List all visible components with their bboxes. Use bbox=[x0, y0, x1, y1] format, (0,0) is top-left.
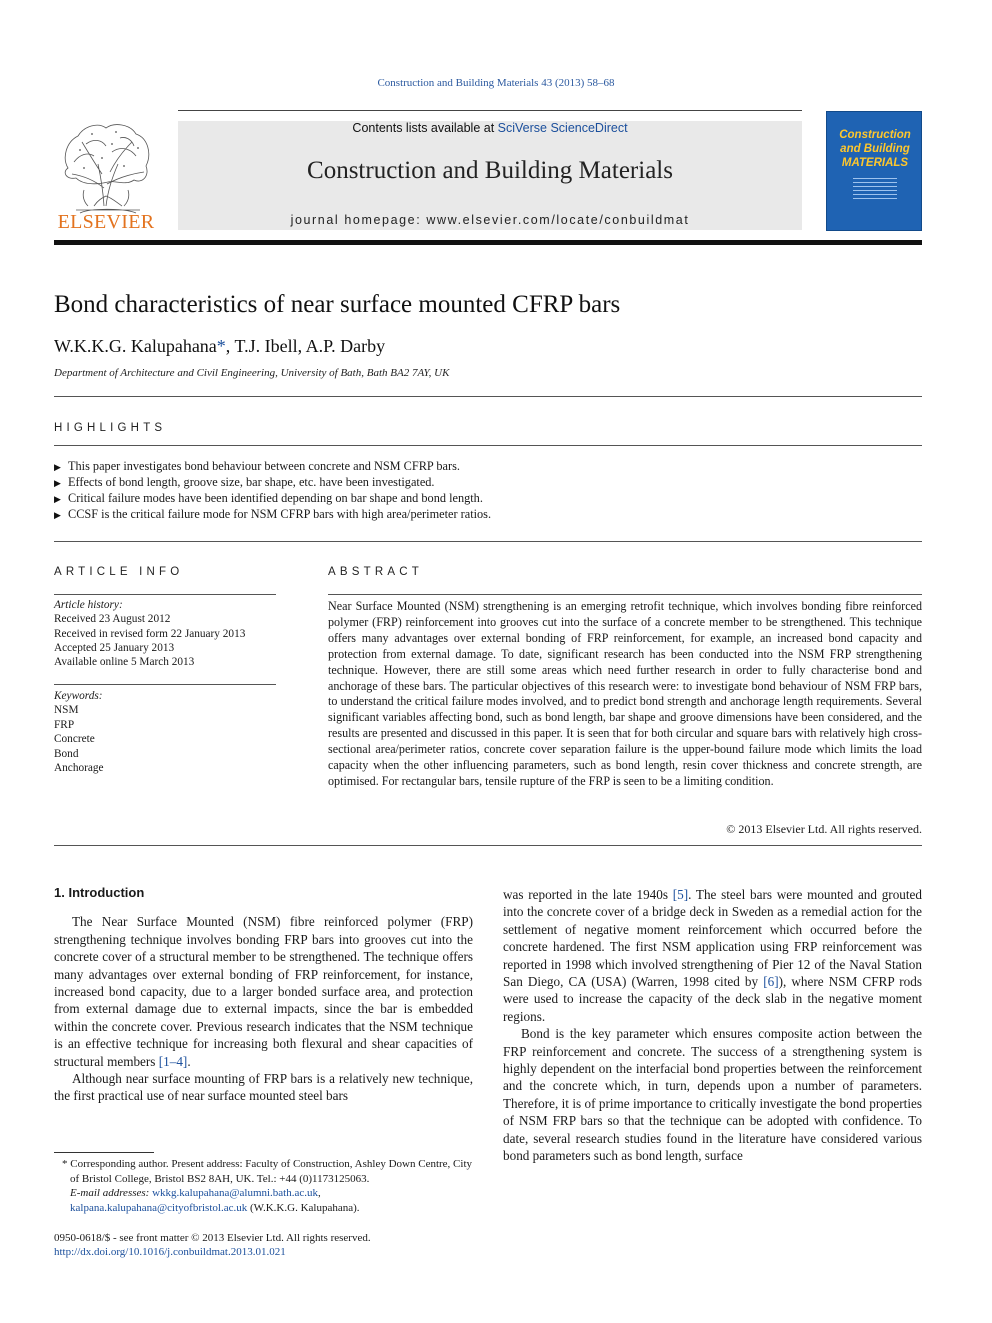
history-entry: Received in revised form 22 January 2013 bbox=[54, 627, 246, 640]
keyword: NSM bbox=[54, 704, 79, 717]
abstract-heading: ABSTRACT bbox=[328, 566, 423, 578]
divider bbox=[54, 845, 922, 846]
body-paragraph bbox=[54, 913, 473, 1070]
divider bbox=[54, 594, 276, 595]
section-heading: 1. Introduction bbox=[54, 885, 145, 900]
highlight-item bbox=[54, 474, 491, 490]
body-paragraph bbox=[54, 1070, 473, 1105]
corresponding-author-link[interactable]: * bbox=[216, 336, 226, 356]
journal-cover-image[interactable] bbox=[826, 111, 922, 231]
email-separator: , bbox=[318, 1187, 321, 1200]
bullet-triangle-icon: ▶ bbox=[54, 494, 61, 504]
contents-prefix: Contents lists available at bbox=[352, 121, 495, 135]
bullet-triangle-icon: ▶ bbox=[54, 478, 61, 488]
article-title: Bond characteristics of near surface mounted CFRP bars bbox=[54, 291, 621, 318]
corresponding-author-note: * Corresponding author. Present address: Faculty of Construction, Ashley Down Centre, City of Bristol College, Bristol BS2 8AH, UK. Tel.: +44 (0)1173125063. bbox=[62, 1158, 473, 1185]
highlight-text: CCSF is the critical failure mode for NSM CFRP bars with high area/perimeter ratios. bbox=[68, 507, 492, 521]
divider bbox=[54, 684, 276, 685]
paragraph-text: The Near Surface Mounted (NSM) fibre reinforced polymer (FRP) strengthening technique involves bonding FRP bars into grooves cut into the concrete cover of a structural member to be strengthened. The technique offers many advantages over external bonding of FRP reinforcement, for instance, increased bond capacity, due to a larger bonded surface area, and protection from external damage due to external impacts, since the bar is embedded within the concrete cover. Previous research indicates that the NSM technique is an effective technique for increasing both flexural and shear capacities of structural members bbox=[54, 914, 473, 1069]
paragraph-text: . The steel bars were mounted and grouted into the concrete cover of a bridge deck in Sweden as a remedial action for the settlement of negative moment reinforcement which occurred before the concrete hardened. The first NSM application using FRP reinforcement was reported in 1998 which involved strengthening of Pier 12 of the Naval Station San Diego, CA (USA) (Warren, 1998 cited by bbox=[503, 887, 922, 990]
divider bbox=[54, 541, 922, 542]
cover-title bbox=[831, 128, 919, 170]
keyword: Bond bbox=[54, 747, 79, 760]
cover-title-line: Construction bbox=[839, 129, 911, 141]
citation-link[interactable]: [5] bbox=[672, 887, 689, 902]
divider bbox=[328, 594, 922, 595]
paragraph-text: Although near surface mounting of FRP bars is a relatively new technique, the first practical use of near surface mounted steel bars bbox=[54, 1071, 473, 1104]
imprint bbox=[54, 1231, 371, 1259]
email-addresses bbox=[54, 1186, 473, 1215]
keywords-label: Keywords: bbox=[54, 690, 103, 702]
issn-line: 0950-0618/$ - see front matter © 2013 Elsevier Ltd. All rights reserved. bbox=[54, 1232, 371, 1244]
elsevier-wordmark: ELSEVIER bbox=[57, 211, 155, 233]
abstract-text: Near Surface Mounted (NSM) strengthening is an emerging retrofit technique, which involves bonding fibre reinforced polymer (FRP) reinforcement into grooves cut into the surface of a concrete member to be strengthened. This technique offers many advantages over external bonding of FRP reinforcement, for example, an increased bond capacity and protection from external damage. To date, significant research has been conducted into the NSM FRP strengthening technique. However, there are still some areas which need further research in order to fully characterise bond and anchorage of these bars. The particular objectives of this research were: to investigate bond behaviour of NSM FRP bars, to understand the critical failure modes involved, and to predict bond strength and anchorage length requirements. Several significant variables affecting bond, such as bond length, bar shape and groove dimensions have been considered, and the results are presented and discussed in this paper. It is seen that for both circular and square bars with relatively high cross-sectional area/perimeter ratios, concrete cover separation failure is the upper-bound failure mode which limits the load capacity when the other influencing parameters, such as bond length, resin cover thickness and concrete strength, are optimised. For rectangular bars, tensile rupture of the FRP is seen to be a limiting condition. bbox=[328, 599, 922, 788]
journal-citation[interactable]: Construction and Building Materials 43 (2013) 58–68 bbox=[377, 77, 615, 89]
keywords bbox=[54, 689, 104, 775]
paragraph-text: . bbox=[187, 1053, 191, 1069]
highlight-text: Effects of bond length, groove size, bar shape, etc. have been investigated. bbox=[68, 475, 435, 489]
body-column-left bbox=[54, 884, 473, 1105]
highlight-text: Critical failure modes have been identified depending on bar shape and bond length. bbox=[68, 491, 483, 505]
paragraph-text: ), where NSM CFRP rods were used to increase the capacity of the deck slab in the negative moment regions. bbox=[503, 974, 922, 1024]
highlight-item bbox=[54, 506, 491, 522]
contents-line bbox=[178, 121, 802, 135]
body-paragraph bbox=[503, 886, 922, 1025]
email-link[interactable]: kalpana.kalupahana@cityofbristol.ac.uk bbox=[70, 1201, 248, 1214]
history-entry: Available online 5 March 2013 bbox=[54, 656, 195, 669]
email-link[interactable]: wkkg.kalupahana@alumni.bath.ac.uk bbox=[152, 1187, 319, 1200]
affiliation: Department of Architecture and Civil Engineering, University of Bath, Bath BA2 7AY, UK bbox=[54, 367, 450, 379]
author-name: W.K.K.G. Kalupahana bbox=[54, 336, 217, 356]
highlight-text: This paper investigates bond behaviour between concrete and NSM CFRP bars. bbox=[68, 459, 460, 473]
keyword: FRP bbox=[54, 718, 75, 731]
highlights-heading: HIGHLIGHTS bbox=[54, 422, 167, 434]
divider bbox=[54, 445, 922, 446]
divider bbox=[54, 396, 922, 397]
highlight-item bbox=[54, 490, 491, 506]
author-names-rest: , T.J. Ibell, A.P. Darby bbox=[225, 336, 386, 356]
citation-link[interactable]: [6] bbox=[763, 974, 779, 990]
email-label: E-mail addresses: bbox=[70, 1187, 150, 1200]
history-entry: Accepted 25 January 2013 bbox=[54, 641, 175, 654]
bullet-triangle-icon: ▶ bbox=[54, 510, 61, 520]
keyword: Concrete bbox=[54, 733, 95, 746]
header-top-rule bbox=[178, 110, 802, 111]
journal-title[interactable]: Construction and Building Materials bbox=[307, 157, 673, 184]
cover-decoration bbox=[853, 178, 897, 202]
footnote-rule bbox=[54, 1152, 154, 1153]
header-bottom-rule bbox=[54, 240, 922, 245]
cover-title-line: MATERIALS bbox=[841, 157, 909, 169]
highlight-item bbox=[54, 458, 491, 474]
keyword: Anchorage bbox=[54, 762, 104, 775]
email-tail: (W.K.K.G. Kalupahana). bbox=[247, 1201, 360, 1214]
sciverse-link[interactable]: SciVerse ScienceDirect bbox=[497, 121, 628, 135]
history-entry: Received 23 August 2012 bbox=[54, 613, 171, 626]
highlights-list bbox=[54, 458, 491, 522]
history-label: Article history: bbox=[54, 599, 123, 611]
doi-link[interactable]: http://dx.doi.org/10.1016/j.conbuildmat.2013.01.021 bbox=[54, 1246, 286, 1259]
article-history bbox=[54, 598, 245, 669]
citation-link[interactable]: [1–4] bbox=[158, 1053, 188, 1069]
abstract-copyright: © 2013 Elsevier Ltd. All rights reserved. bbox=[726, 822, 922, 836]
article-info-heading: ARTICLE INFO bbox=[54, 566, 184, 578]
footnote bbox=[54, 1157, 473, 1215]
journal-homepage[interactable]: journal homepage: www.elsevier.com/locate/conbuildmat bbox=[290, 213, 690, 227]
body-column-right bbox=[503, 886, 922, 1165]
cover-title-line: and Building bbox=[840, 143, 910, 155]
author-list bbox=[54, 336, 385, 357]
bullet-triangle-icon: ▶ bbox=[54, 462, 61, 472]
paragraph-text: was reported in the late 1940s bbox=[503, 887, 673, 902]
paragraph-text: Bond is the key parameter which ensures composite action between the FRP reinforcement and concrete. The success of a strengthening system is highly dependent on the interfacial bond properties between the reinforcement and the concrete which, in turn, depends upon a number of parameters. Therefore, it is of prime importance to critically investigate the bond properties of NSM FRP bars so that the technique can be adopted with confidence. To date, several research studies found in the literature have considered various bond parameters such as bond length, surface bbox=[503, 1026, 922, 1164]
body-paragraph bbox=[503, 1025, 922, 1164]
